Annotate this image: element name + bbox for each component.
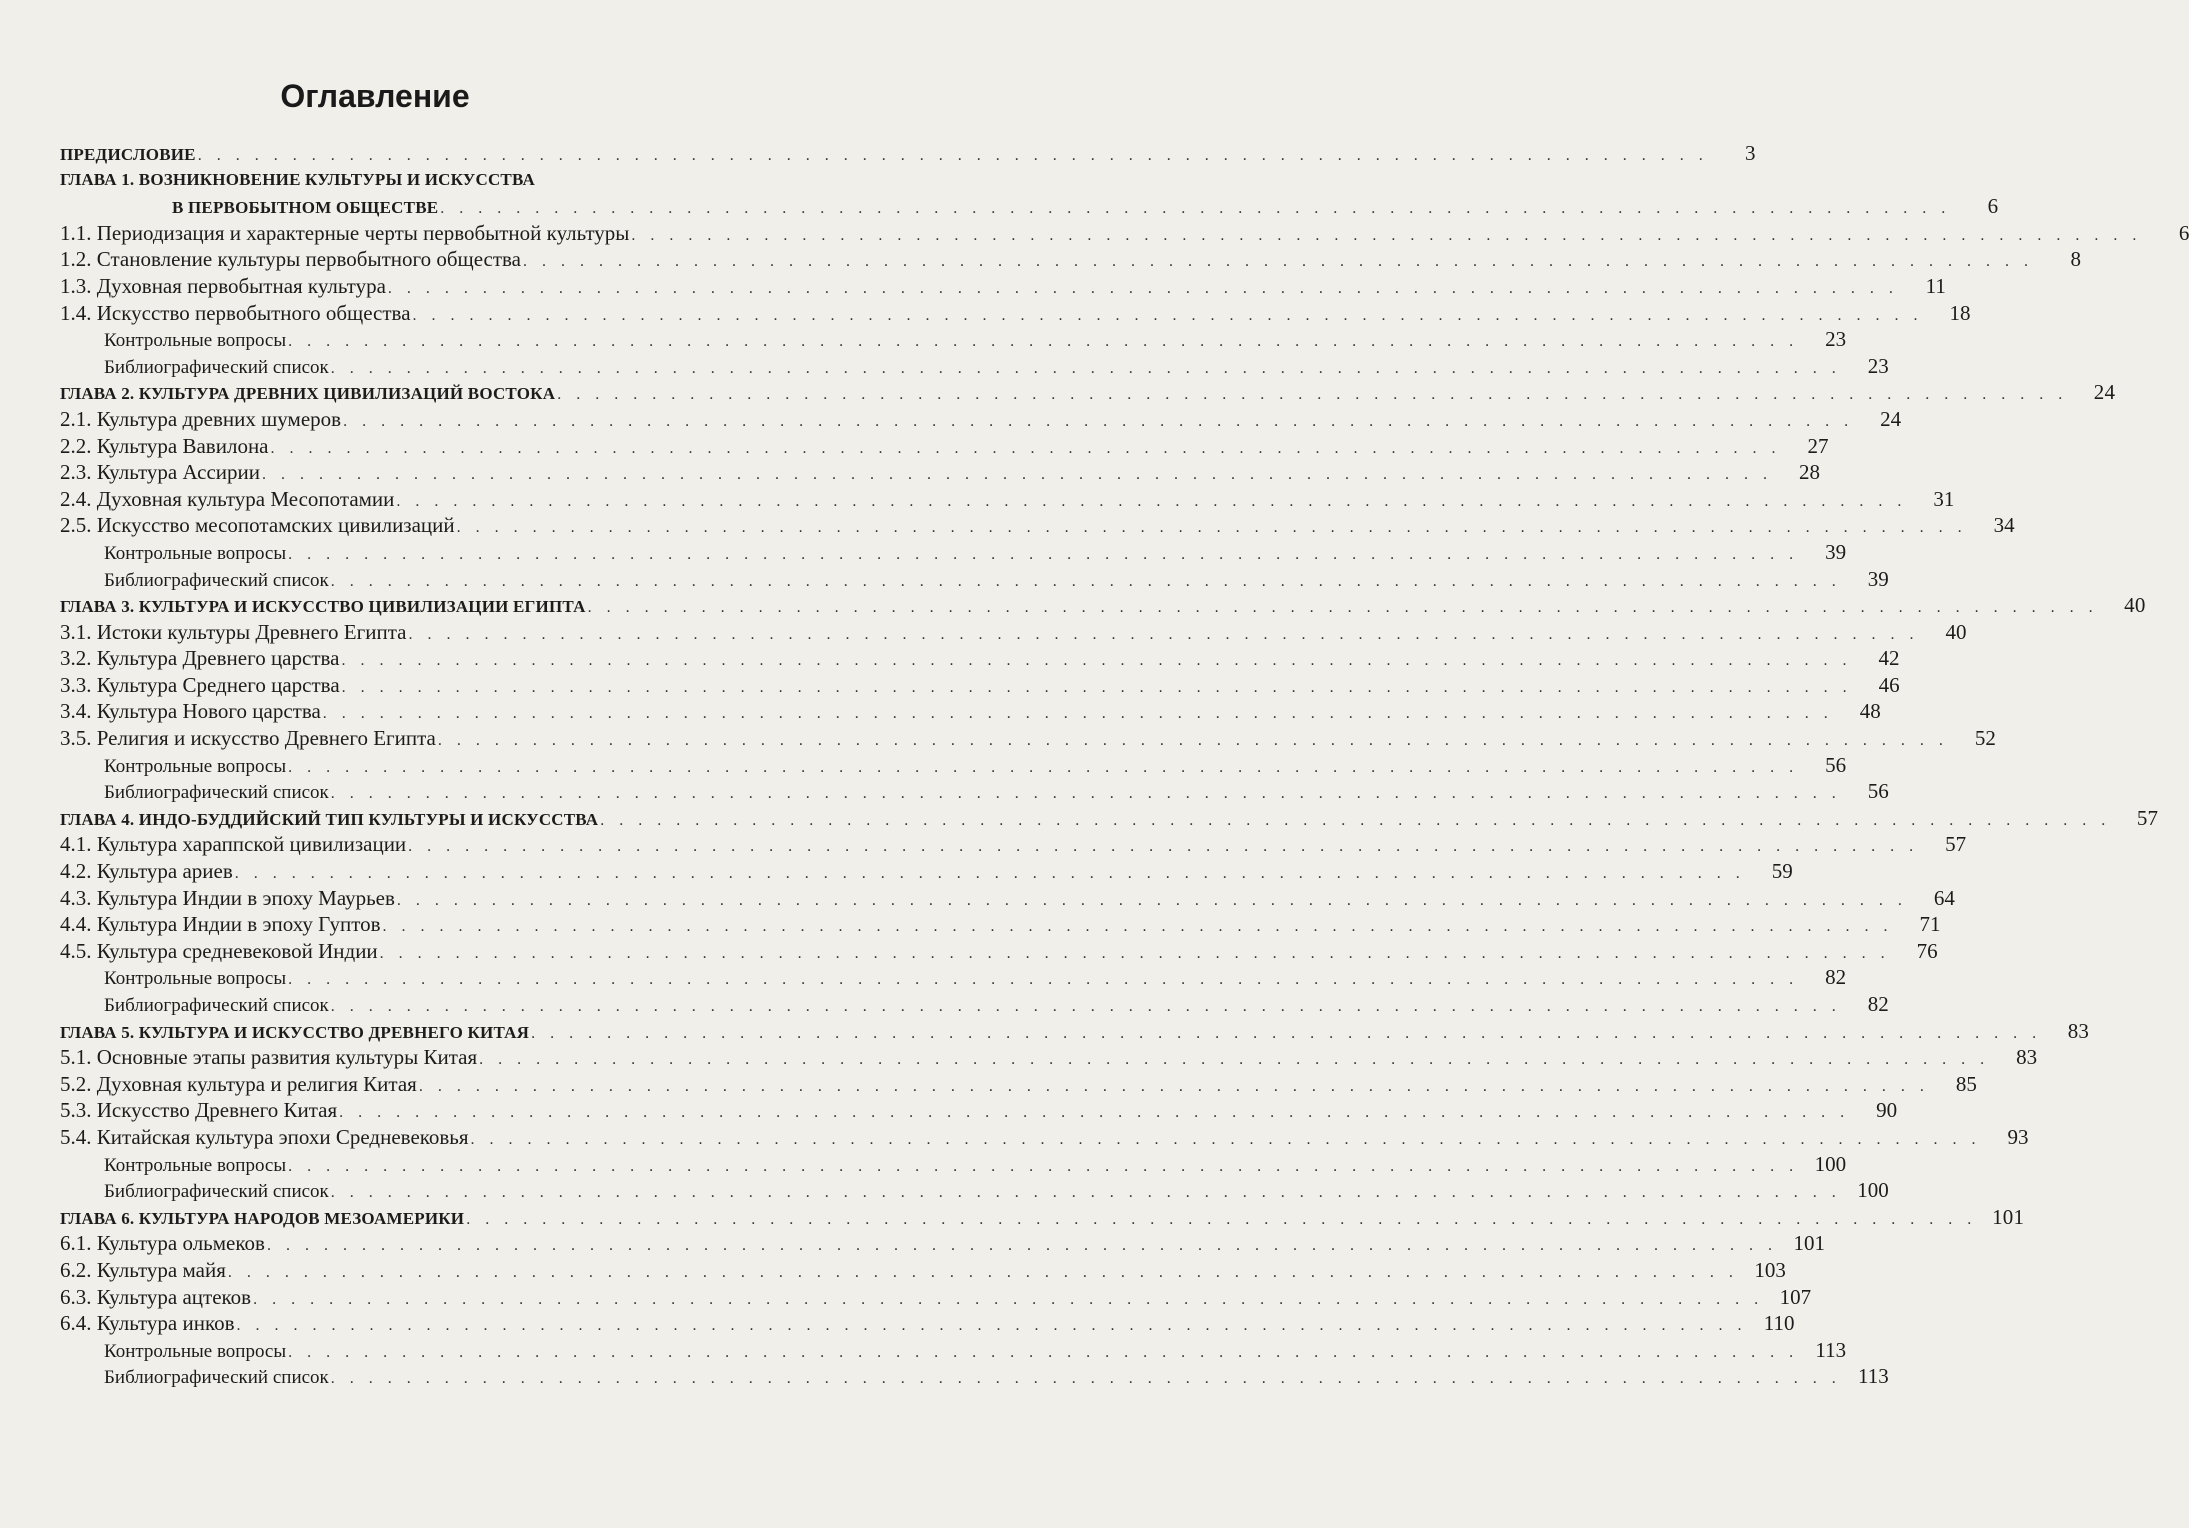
toc-entry-page: 101 xyxy=(1992,1204,2025,1229)
page-title: Оглавление xyxy=(280,78,470,114)
toc-dot-leader: ................................................................................ xyxy=(253,1290,1774,1308)
toc-entry-page: 48 xyxy=(1859,699,1881,724)
toc-entry[interactable] xyxy=(60,1257,1786,1284)
toc-dot-leader: ................................................................................ xyxy=(412,306,1933,324)
toc-dot-leader: ................................................................................ xyxy=(341,652,1862,670)
toc-entry[interactable] xyxy=(60,512,2015,539)
toc-entry-page: 27 xyxy=(1807,433,1829,458)
toc-dot-leader: ................................................................................ xyxy=(600,811,2121,829)
toc-entry-title: Библиографический список xyxy=(104,568,331,595)
toc-entry[interactable] xyxy=(60,1310,1795,1337)
toc-dot-leader: ................................................................................ xyxy=(330,785,1851,803)
toc-entry-title: Библиографический список xyxy=(104,993,331,1020)
toc-entry[interactable] xyxy=(60,645,1900,672)
toc-dot-leader: ................................................................................ xyxy=(587,599,2108,617)
toc-entry-title: 6.3. Культура ацтеков xyxy=(60,1284,252,1309)
toc-entry-page: 39 xyxy=(1825,539,1847,564)
toc-entry-title: 5.4. Китайская культура эпохи Средневековья xyxy=(60,1124,469,1149)
toc-entry-page: 39 xyxy=(1867,566,1889,591)
toc-dot-leader: ................................................................................ xyxy=(330,359,1851,377)
toc-entry-title: ГЛАВА 6. КУЛЬТУРА НАРОДОВ МЕЗОАМЕРИКИ xyxy=(60,1206,466,1233)
toc-entry[interactable] xyxy=(60,220,2189,247)
toc-entry[interactable] xyxy=(60,911,1941,938)
toc-entry[interactable] xyxy=(60,619,1967,646)
toc-entry-page: 57 xyxy=(2136,805,2159,830)
toc-entry-page: 100 xyxy=(1857,1178,1889,1203)
toc-entry[interactable] xyxy=(60,140,1756,167)
toc-entry-title: 1.4. Искусство первобытного общества xyxy=(60,300,411,325)
toc-entry-page: 52 xyxy=(1974,726,1996,751)
toc-entry-title: ГЛАВА 3. КУЛЬТУРА И ИСКУССТВО ЦИВИЛИЗАЦИИ ЕГИПТА xyxy=(60,594,588,621)
toc-entry-title: 2.5. Искусство месопотамских цивилизаций xyxy=(60,513,455,538)
toc-entry-page: 8 xyxy=(2070,247,2081,272)
toc-entry[interactable] xyxy=(60,1097,1898,1124)
toc-entry[interactable] xyxy=(60,1151,1847,1178)
toc-entry-title: Контрольные вопросы xyxy=(104,541,288,568)
toc-entry[interactable] xyxy=(60,273,1946,300)
toc-entry-title: Контрольные вопросы xyxy=(104,1339,288,1366)
toc-entry-page: 59 xyxy=(1771,859,1793,884)
toc-entry[interactable] xyxy=(60,1177,1889,1204)
toc-entry-title: 2.2. Культура Вавилона xyxy=(60,433,269,458)
toc-entry-page: 34 xyxy=(1993,513,2015,538)
toc-entry-title: 6.1. Культура ольмеков xyxy=(60,1231,265,1256)
toc-entry-page: 57 xyxy=(1945,832,1967,857)
toc-dot-leader: ................................................................................ xyxy=(456,519,1977,537)
toc-entry[interactable] xyxy=(60,1204,2025,1231)
toc-entry-title: Библиографический список xyxy=(104,1365,331,1392)
toc-entry[interactable] xyxy=(60,193,1999,220)
toc-entry-title: 4.5. Культура средневековой Индии xyxy=(60,938,378,963)
toc-dot-leader: ................................................................................ xyxy=(236,1317,1757,1335)
toc-dot-leader: ................................................................................ xyxy=(261,466,1782,484)
toc-entry[interactable] xyxy=(60,672,1900,699)
toc-entry-title: 3.2. Культура Древнего царства xyxy=(60,646,340,671)
toc-dot-leader: ................................................................................ xyxy=(408,838,1929,856)
toc-entry-page: 56 xyxy=(1867,779,1889,804)
toc-entry-page: 23 xyxy=(1867,353,1889,378)
toc-dot-leader: ................................................................................ xyxy=(339,1104,1860,1122)
toc-entry-page: 40 xyxy=(1945,619,1967,644)
toc-entry[interactable] xyxy=(60,459,1820,486)
toc-entry-title: ГЛАВА 4. ИНДО-БУДДИЙСКИЙ ТИП КУЛЬТУРЫ И ИСКУССТВА xyxy=(60,807,600,834)
toc-dot-leader: ................................................................................ xyxy=(288,758,1809,776)
toc-entry-page: 31 xyxy=(1933,486,1955,511)
toc-entry-title: 4.3. Культура Индии в эпоху Маурьев xyxy=(60,885,395,910)
toc-entry-page: 64 xyxy=(1933,885,1955,910)
toc-dot-leader: ................................................................................ xyxy=(387,279,1908,297)
toc-dot-leader: ................................................................................ xyxy=(396,492,1917,510)
toc-entry-page: 40 xyxy=(2124,593,2146,618)
toc-dot-leader: ................................................................................ xyxy=(330,1184,1851,1202)
toc-entry-title: Библиографический список xyxy=(104,780,331,807)
toc-entry-title: 1.1. Периодизация и характерные черты первобытной культуры xyxy=(60,220,630,245)
toc-entry-page: 113 xyxy=(1858,1364,1889,1389)
toc-entry[interactable] xyxy=(60,752,1847,779)
toc-dot-leader: ................................................................................ xyxy=(322,705,1843,723)
toc-entry-title: 5.3. Искусство Древнего Китая xyxy=(60,1098,338,1123)
toc-entry-title: 3.3. Культура Среднего царства xyxy=(60,672,340,697)
toc-dot-leader: ................................................................................ xyxy=(288,1157,1809,1175)
toc-dot-leader: ................................................................................ xyxy=(466,1210,1987,1228)
toc-entry-title: 1.3. Духовная первобытная культура xyxy=(60,273,386,298)
toc-entry-page: 93 xyxy=(2007,1124,2029,1149)
toc-entry[interactable] xyxy=(60,167,940,194)
toc-entry[interactable] xyxy=(60,1337,1847,1364)
toc-entry[interactable] xyxy=(60,379,2116,406)
toc-entry-title: 6.4. Культура инков xyxy=(60,1311,235,1336)
toc-entry-page: 85 xyxy=(1955,1071,1977,1096)
toc-entry[interactable] xyxy=(60,592,2146,619)
toc-entry-title: Контрольные вопросы xyxy=(104,328,288,355)
toc-entry-page: 24 xyxy=(2093,380,2116,405)
toc-entry-title: 6.2. Культура майя xyxy=(60,1257,226,1282)
toc-entry-page: 100 xyxy=(1814,1151,1847,1176)
toc-entry[interactable] xyxy=(60,433,1829,460)
toc-entry[interactable] xyxy=(60,938,1938,965)
toc-dot-leader: ................................................................................ xyxy=(288,971,1809,989)
toc-entry-title: В ПЕРВОБЫТНОМ ОБЩЕСТВЕ xyxy=(172,195,440,222)
toc-entry-title: 2.4. Духовная культура Месопотамии xyxy=(60,486,395,511)
toc-entry[interactable] xyxy=(60,725,1996,752)
toc-entry[interactable] xyxy=(60,831,1967,858)
toc-dot-leader: ................................................................................ xyxy=(408,625,1929,643)
toc-entry-page: 83 xyxy=(2067,1018,2090,1043)
toc-entry-page: 56 xyxy=(1825,752,1847,777)
toc-dot-leader: ................................................................................ xyxy=(288,1343,1809,1361)
toc-entry-page: 11 xyxy=(1925,273,1946,298)
toc-entry-page: 101 xyxy=(1793,1231,1825,1256)
toc-dot-leader: ................................................................................ xyxy=(440,200,1961,218)
toc-entry-page: 42 xyxy=(1878,646,1900,671)
toc-entry-title: Контрольные вопросы xyxy=(104,966,288,993)
toc-entry-page: 3 xyxy=(1745,141,1756,165)
toc-entry-title: 5.1. Основные этапы развития культуры Китая xyxy=(60,1045,478,1070)
toc-dot-leader: ................................................................................ xyxy=(288,545,1809,563)
toc-dot-leader: ................................................................................ xyxy=(341,678,1862,696)
toc-dot-leader: ................................................................................ xyxy=(396,891,1917,909)
toc-entry[interactable] xyxy=(60,805,2159,832)
toc-entry[interactable] xyxy=(60,698,1881,725)
toc-entry-title: 3.1. Истоки культуры Древнего Египта xyxy=(60,619,407,644)
toc-dot-leader: ................................................................................ xyxy=(330,998,1851,1015)
toc-entry[interactable] xyxy=(60,1044,2038,1071)
toc-entry-title: ГЛАВА 1. ВОЗНИКНОВЕНИЕ КУЛЬТУРЫ И ИСКУССТВА xyxy=(60,167,537,194)
toc-dot-leader: ................................................................................ xyxy=(197,147,1718,164)
toc-dot-leader: ................................................................................ xyxy=(266,1237,1787,1255)
toc-dot-leader: ................................................................................ xyxy=(418,1077,1939,1095)
toc-entry-title: 4.2. Культура ариев xyxy=(60,859,233,884)
toc-entry[interactable] xyxy=(60,964,1847,991)
toc-dot-leader: ................................................................................ xyxy=(382,918,1903,936)
toc-entry[interactable] xyxy=(60,778,1889,805)
toc-entry[interactable] xyxy=(60,326,1847,353)
toc-entry[interactable] xyxy=(60,353,1889,380)
toc-entry[interactable] xyxy=(60,566,1889,593)
toc-entry[interactable] xyxy=(60,1230,1825,1257)
toc-entry-page: 23 xyxy=(1825,327,1847,352)
table-of-contents xyxy=(60,140,2189,1390)
toc-dot-leader: ................................................................................ xyxy=(523,253,2043,271)
toc-entry[interactable] xyxy=(60,406,1902,433)
toc-entry[interactable] xyxy=(60,246,2081,273)
toc-entry-title: 3.4. Культура Нового царства xyxy=(60,699,321,724)
toc-entry-page: 103 xyxy=(1754,1257,1786,1282)
toc-entry[interactable] xyxy=(60,539,1847,566)
toc-entry-page: 6 xyxy=(1987,194,1999,219)
toc-entry-page: 18 xyxy=(1949,300,1971,325)
toc-entry[interactable] xyxy=(60,991,1889,1018)
toc-entry-page: 113 xyxy=(1815,1337,1847,1362)
toc-entry-page: 82 xyxy=(1867,992,1889,1016)
toc-entry[interactable] xyxy=(60,1284,1812,1311)
toc-dot-leader: ................................................................................ xyxy=(330,572,1851,590)
toc-entry-title: 4.1. Культура хараппской цивилизации xyxy=(60,832,407,857)
toc-entry[interactable] xyxy=(60,858,1793,885)
toc-entry-page: 46 xyxy=(1878,672,1900,697)
toc-entry[interactable] xyxy=(60,1124,2029,1151)
toc-dot-leader: ................................................................................ xyxy=(330,1370,1851,1388)
toc-entry-page: 107 xyxy=(1779,1284,1812,1309)
toc-entry-title: ГЛАВА 5. КУЛЬТУРА И ИСКУССТВО ДРЕВНЕГО КИТАЯ xyxy=(60,1020,531,1047)
toc-entry-title: 5.2. Духовная культура и религия Китая xyxy=(60,1071,417,1096)
toc-dot-leader: ................................................................................ xyxy=(470,1130,1991,1148)
toc-entry[interactable] xyxy=(60,300,1971,327)
toc-dot-leader: ................................................................................ xyxy=(531,1024,2052,1042)
toc-entry-page: 82 xyxy=(1825,965,1847,990)
toc-dot-leader: ................................................................................ xyxy=(288,333,1809,351)
toc-entry-title: 3.5. Религия и искусство Древнего Египта xyxy=(60,726,436,751)
toc-dot-leader: ................................................................................ xyxy=(437,732,1958,750)
toc-entry-page: 83 xyxy=(2016,1045,2038,1070)
toc-entry[interactable] xyxy=(60,1018,2090,1045)
toc-entry[interactable] xyxy=(60,1363,1889,1390)
toc-dot-leader: ................................................................................ xyxy=(557,386,2078,404)
toc-entry-title: 2.3. Культура Ассирии xyxy=(60,460,260,485)
toc-entry-title: Контрольные вопросы xyxy=(104,754,288,781)
toc-entry-title: Библиографический список xyxy=(104,1179,331,1206)
toc-entry[interactable] xyxy=(60,885,1955,912)
toc-entry-page: 90 xyxy=(1876,1098,1898,1123)
toc-dot-leader: ................................................................................ xyxy=(234,865,1755,883)
toc-entry-title: 1.2. Становление культуры первобытного общества xyxy=(60,247,521,272)
toc-entry-page: 24 xyxy=(1880,406,1902,431)
toc-entry[interactable] xyxy=(60,486,1955,513)
toc-entry-title: Контрольные вопросы xyxy=(104,1153,288,1180)
toc-dot-leader: ................................................................................ xyxy=(227,1263,1748,1281)
toc-dot-leader: ................................................................................ xyxy=(343,412,1864,430)
toc-dot-leader: ................................................................................ xyxy=(631,226,2152,244)
toc-entry-page: 6 xyxy=(2178,220,2189,245)
toc-dot-leader: ................................................................................ xyxy=(379,944,1900,962)
toc-entry-page: 110 xyxy=(1763,1311,1795,1336)
toc-entry-title: 4.4. Культура Индии в эпоху Гуптов xyxy=(60,912,381,937)
toc-entry[interactable] xyxy=(60,1071,1977,1098)
toc-entry-title: 2.1. Культура древних шумеров xyxy=(60,406,342,431)
toc-entry-title: ГЛАВА 2. КУЛЬТУРА ДРЕВНИХ ЦИВИЛИЗАЦИЙ ВОСТОКА xyxy=(60,381,557,408)
toc-dot-leader: ................................................................................ xyxy=(479,1051,2000,1069)
toc-entry-page: 76 xyxy=(1916,938,1938,963)
toc-dot-leader: ................................................................................ xyxy=(270,439,1791,457)
toc-entry-page: 28 xyxy=(1798,460,1820,485)
toc-entry-page: 71 xyxy=(1919,912,1941,937)
toc-entry-title: ПРЕДИСЛОВИЕ xyxy=(60,142,198,169)
toc-entry-title: Библиографический список xyxy=(104,355,331,382)
